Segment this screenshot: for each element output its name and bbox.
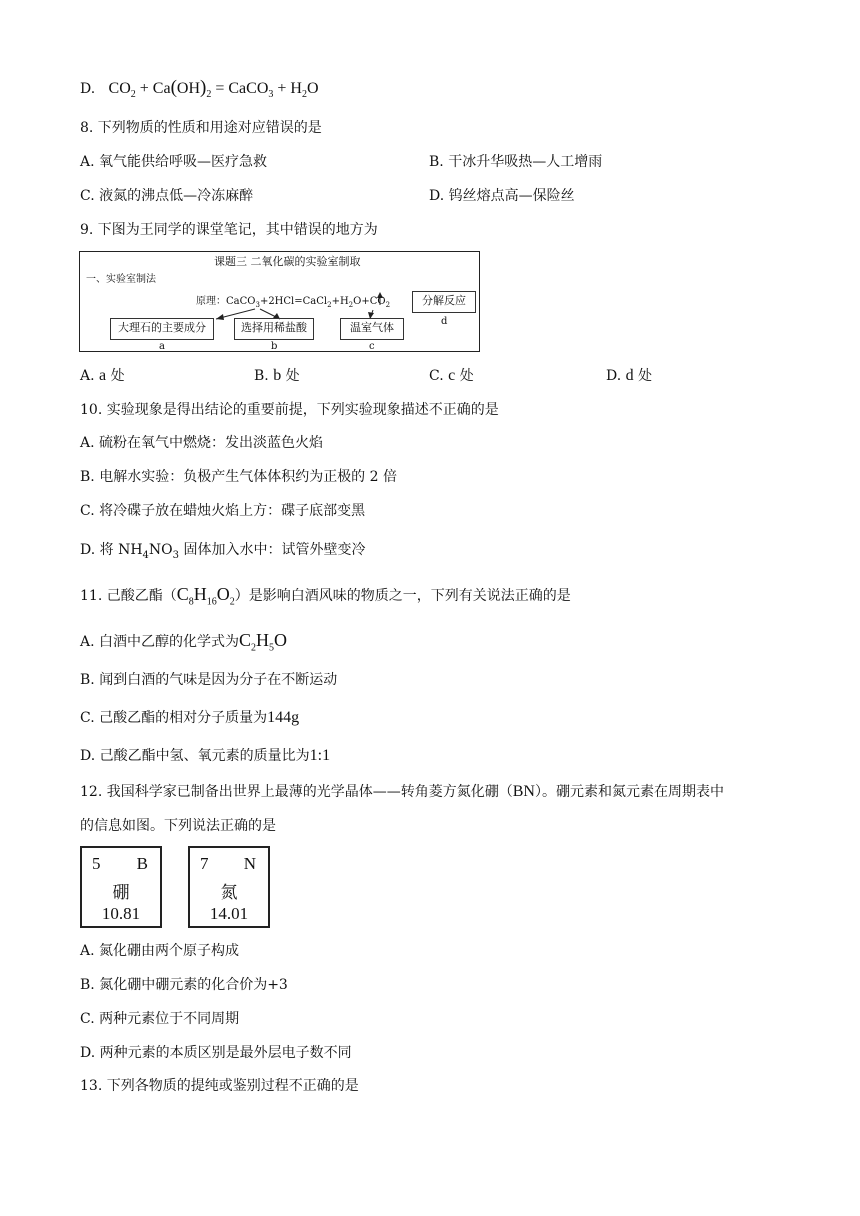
class-note-figure xyxy=(79,251,480,352)
q7d-equation: $CO_2 + Ca(OH)_2$ = CaCO$_3$ + $H_2O$ xyxy=(108,77,319,101)
q10-stem: 10. 实验现象是得出结论的重要前提，下列实验现象描述不正确的是 xyxy=(80,402,499,418)
q8-option-c: C. 液氮的沸点低—冷冻麻醉 xyxy=(80,188,254,204)
q11-option-b: B. 闻到白酒的气味是因为分子在不断运动 xyxy=(80,672,338,688)
q8-stem: 8. 下列物质的性质和用途对应错误的是 xyxy=(80,120,322,136)
note-box-d: 分解反应 xyxy=(412,291,476,313)
boron-number: 5 xyxy=(92,854,101,873)
note-label-b: b xyxy=(271,341,278,352)
q10-option-d: D. 将 $NH_4NO_3$ 固体加入水中：试管外壁变冷 xyxy=(80,542,366,561)
note-section: 一、实验室制法 xyxy=(86,274,156,285)
q10-option-b: B. 电解水实验：负极产生气体体积约为正极的 2 倍 xyxy=(80,469,397,485)
nitrogen-symbol: N xyxy=(243,854,256,873)
q9-option-a: A. a 处 xyxy=(80,367,125,384)
q8-option-a: A. 氧气能供给呼吸—医疗急救 xyxy=(80,154,268,170)
boron-symbol: B xyxy=(136,854,148,873)
q10-option-c: C. 将冷碟子放在蜡烛火焰上方：碟子底部变黑 xyxy=(80,503,366,519)
element-card-boron xyxy=(80,846,162,928)
q11-option-d: D. 己酸乙酯中氢、氧元素的质量比为1:1 xyxy=(80,747,331,764)
note-label-a: a xyxy=(159,341,165,352)
q9-option-c: C. c 处 xyxy=(429,367,474,384)
note-label-d: d xyxy=(441,316,448,327)
q7-option-d: D. $CO_2 + Ca(OH)_2$ = CaCO$_3$ + $H_2O$ xyxy=(80,77,319,101)
q12-option-b: B. 氮化硼中硼元素的化合价为+3 xyxy=(80,977,288,993)
note-principle: 原理：$CaCO_3+2HCl=CaCl_2+H_2O+CO_2$ xyxy=(196,296,391,309)
q11-option-a: A. 白酒中乙醇的化学式为$C_2H_5O$ xyxy=(80,630,288,654)
note-title: 课题三 二氧化碳的实验室制取 xyxy=(214,255,361,268)
q9-option-d: D. d 处 xyxy=(606,367,653,384)
q9-stem: 9. 下图为王同学的课堂笔记，其中错误的地方为 xyxy=(80,222,378,238)
q12-stem-line1: 12. 我国科学家已制备出世界上最薄的光学晶体——转角菱方氮化硼（BN）。硼元素和氮元素在周期表中 xyxy=(80,783,724,800)
q8-option-b: B. 干冰升华吸热—人工增雨 xyxy=(429,154,603,170)
q12-option-c: C. 两种元素位于不同周期 xyxy=(80,1011,240,1027)
q12-stem-line2: 的信息如图。下列说法正确的是 xyxy=(80,818,276,834)
note-box-a: 大理石的主要成分 xyxy=(110,318,214,340)
q13-stem: 13. 下列各物质的提纯或鉴别过程不正确的是 xyxy=(80,1078,359,1094)
nitrogen-name: 氮 xyxy=(220,883,238,903)
note-label-c: c xyxy=(369,341,375,352)
element-card-nitrogen xyxy=(188,846,270,928)
q12-option-d: D. 两种元素的本质区别是最外层电子数不同 xyxy=(80,1045,352,1061)
q10-option-a: A. 硫粉在氧气中燃烧：发出淡蓝色火焰 xyxy=(80,435,324,451)
q11-option-c: C. 己酸乙酯的相对分子质量为144g xyxy=(80,709,300,726)
note-box-c: 温室气体 xyxy=(340,318,404,340)
nitrogen-mass: 14.01 xyxy=(209,904,249,923)
q11-stem: 11. 己酸乙酯$(C_8H_{16}O_2)$是影响白酒风味的物质之一，下列有关说法正确的是 xyxy=(80,584,571,608)
q8-option-d: D. 钨丝熔点高—保险丝 xyxy=(429,188,575,204)
q12-option-a: A. 氮化硼由两个原子构成 xyxy=(80,943,240,959)
q9-option-b: B. b 处 xyxy=(254,367,300,384)
nitrogen-number: 7 xyxy=(200,854,209,873)
boron-mass: 10.81 xyxy=(101,904,141,923)
note-box-b: 选择用稀盐酸 xyxy=(234,318,314,340)
boron-name: 硼 xyxy=(112,883,130,903)
